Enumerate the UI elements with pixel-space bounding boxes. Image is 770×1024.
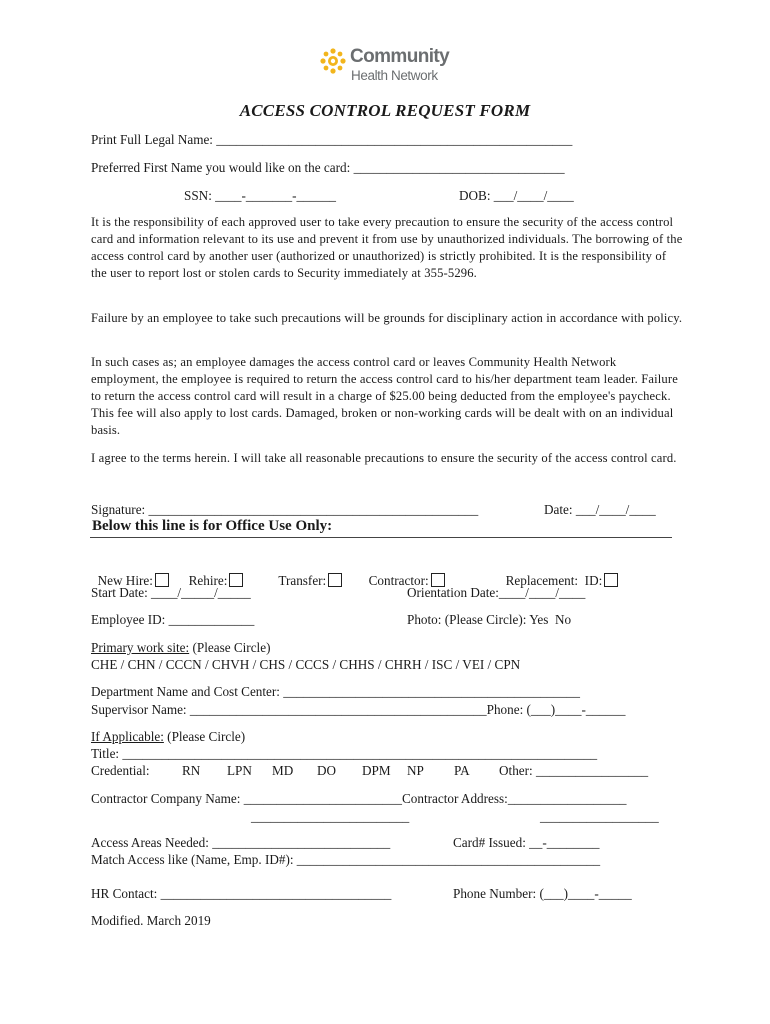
- logo-name-line1: Community: [350, 46, 450, 67]
- sun-logo-icon: [320, 48, 346, 74]
- failure-paragraph: Failure by an employee to take such precautions will be grounds for disciplinary action in accordance with policy.: [91, 311, 683, 325]
- charge-paragraph: In such cases as; an employee damages the access control card or leaves Community Health Network employment, the employee is required to return the access control card to his/her department team leader. Failure to return the access control card will result in a charge of $25.00 being deducted from the employee's paycheck. This fee will also apply to lost cards. Damaged, broken or non-working cards will be dealt with on an individual basis.: [91, 355, 678, 437]
- primary-site-options[interactable]: CHE / CHN / CCCN / CHVH / CHS / CCCS / CHHS / CHRH / ISC / VEI / CPN: [91, 657, 521, 672]
- office-divider: [90, 537, 672, 538]
- ssn-field[interactable]: SSN: ____-_______-______: [184, 188, 337, 203]
- credential-option[interactable]: DPM: [362, 763, 391, 778]
- signature-field[interactable]: Signature: __________________________________________________: [91, 502, 479, 517]
- replacement-label: Replacement: ID:: [505, 573, 603, 588]
- form-title: ACCESS CONTROL REQUEST FORM: [239, 101, 531, 120]
- preferred-name-field[interactable]: Preferred First Name you would like on the card: ________________________________: [91, 160, 565, 175]
- replacement-checkbox[interactable]: [604, 573, 618, 587]
- credential-option[interactable]: DO: [317, 763, 337, 778]
- credential-other-field[interactable]: Other: _________________: [499, 763, 649, 778]
- logo-name-line2: Health Network: [351, 68, 438, 83]
- rehire-label: Rehire:: [188, 573, 228, 588]
- transfer-label: Transfer:: [278, 573, 327, 588]
- if-applicable-heading: [91, 729, 245, 745]
- contractor-company-field[interactable]: Contractor Company Name: ________________________Contractor Address:__________________: [91, 791, 627, 806]
- community-logo: [320, 46, 450, 90]
- if-applicable-hint: (Please Circle): [163, 729, 246, 744]
- legal-name-field[interactable]: Print Full Legal Name: ______________________________________________________: [91, 132, 573, 147]
- start-date-field[interactable]: Start Date: ____/_____/_____: [91, 585, 251, 600]
- if-applicable-label: If Applicable:: [91, 729, 164, 744]
- orientation-date-field[interactable]: Orientation Date:____/____/____: [407, 585, 586, 600]
- credential-option[interactable]: LPN: [227, 763, 252, 778]
- phone-number-field[interactable]: Phone Number: (___)____-_____: [453, 886, 632, 901]
- contractor-company-line2[interactable]: ________________________: [251, 809, 410, 824]
- new-hire-label: New Hire:: [97, 573, 153, 588]
- credential-option[interactable]: NP: [407, 763, 424, 778]
- title-field[interactable]: Title: ________________________________________________________________________: [91, 746, 598, 761]
- contractor-address-line2[interactable]: __________________: [540, 809, 659, 824]
- card-issued-field[interactable]: Card# Issued: __-________: [453, 835, 600, 850]
- credential-option[interactable]: MD: [272, 763, 294, 778]
- signature-date-field[interactable]: Date: ___/____/____: [544, 502, 656, 517]
- supervisor-field[interactable]: Supervisor Name: _____________________________________________Phone: (___)____-______: [91, 702, 626, 717]
- primary-site-heading: [91, 640, 270, 656]
- match-access-field[interactable]: Match Access like (Name, Emp. ID#): ______________________________________________: [91, 852, 601, 867]
- credential-label: Credential:: [91, 763, 150, 778]
- department-cost-field[interactable]: Department Name and Cost Center: _____________________________________________: [91, 684, 580, 699]
- transfer-option[interactable]: [272, 557, 342, 589]
- access-areas-field[interactable]: Access Areas Needed: ___________________________: [91, 835, 391, 850]
- primary-site-label: Primary work site:: [91, 640, 190, 655]
- hr-contact-field[interactable]: HR Contact: ___________________________________: [91, 886, 392, 901]
- agreement-paragraph: I agree to the terms herein. I will take all reasonable precautions to ensure the security of the access control card.: [91, 451, 677, 465]
- transfer-checkbox[interactable]: [328, 573, 342, 587]
- employee-id-field[interactable]: Employee ID: _____________: [91, 612, 255, 627]
- credential-option[interactable]: RN: [182, 763, 201, 778]
- dob-field[interactable]: DOB: ___/____/____: [459, 188, 574, 203]
- office-use-heading: Below this line is for Office Use Only:: [92, 518, 333, 534]
- modified-date: Modified. March 2019: [91, 913, 211, 928]
- primary-site-hint: (Please Circle): [189, 640, 271, 655]
- credential-option[interactable]: PA: [454, 763, 470, 778]
- responsibility-paragraph: It is the responsibility of each approved user to take every precaution to ensure the security of the access control card and information relevant to its use and prevent it from use by unauthorized individuals. The borrowing of the access control card by another user (authorized or unauthorized) is strictly prohibited. It is the responsibility of the user to report lost or stolen cards to Security immediately at 355-5296.: [91, 215, 683, 280]
- contractor-label: Contractor:: [368, 573, 429, 588]
- photo-field[interactable]: Photo: (Please Circle): Yes No: [407, 612, 572, 627]
